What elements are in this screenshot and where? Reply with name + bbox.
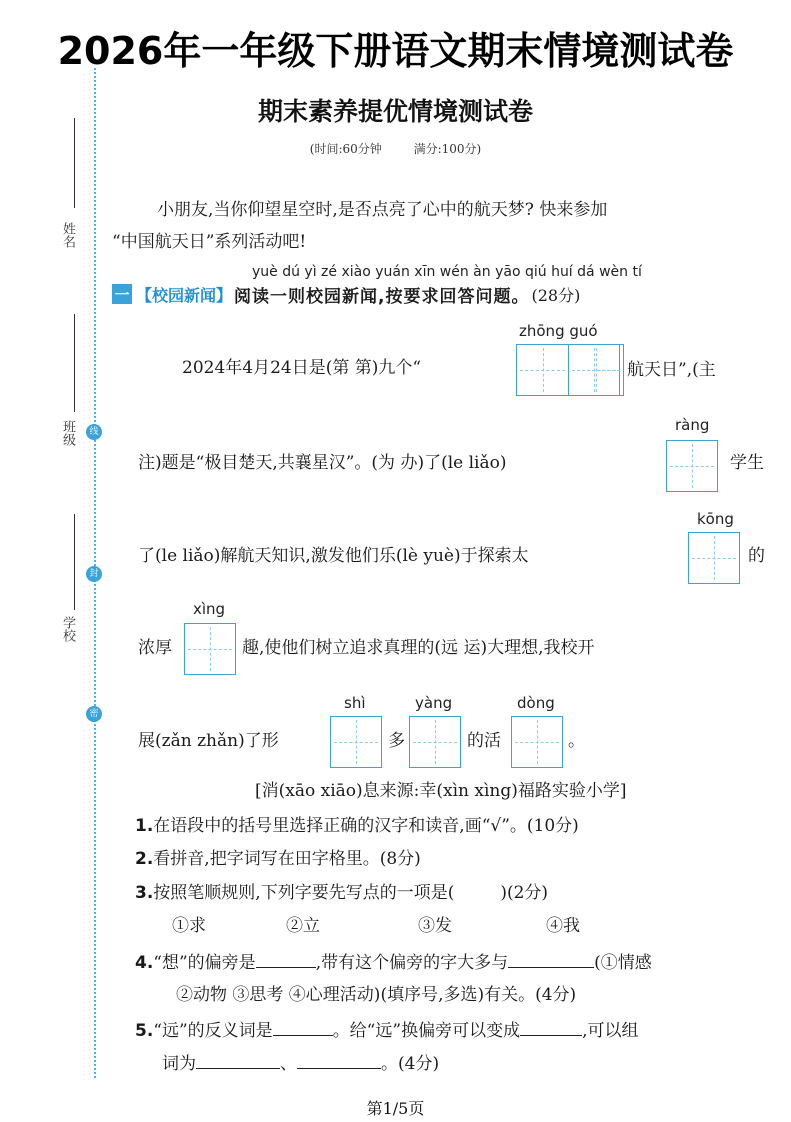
tianzi-grid-zhongguo-2[interactable] [569, 344, 624, 396]
question-5-blank-word-1[interactable] [196, 1054, 280, 1069]
passage-line-3-start: 了(le liǎo)解航天知识,激发他们乐(lè yuè)于探索太 [138, 546, 529, 566]
class-underline [74, 314, 75, 412]
passage-line-2-start: 注)题是“极目楚天,共襄星汉”。(为 办)了(le liǎo) [138, 453, 507, 473]
passage-line-4-start: 浓厚 [138, 638, 172, 658]
question-2 [135, 851, 421, 868]
question-5-line-2-b: 、 [280, 1054, 297, 1074]
name-label: 姓名 [60, 222, 75, 248]
question-1 [135, 818, 579, 835]
school-label: 学校 [60, 616, 75, 642]
tianzi-grid-shi[interactable] [330, 716, 382, 768]
question-3-option-3: ③发 [418, 916, 452, 936]
question-3-text-a: 按照笔顺规则,下列字要先写点的一项是( [153, 883, 455, 903]
pinyin-xing: xìng [193, 600, 226, 618]
section-score: (28分) [531, 285, 581, 305]
intro-line-2: “中国航天日”系列活动吧! [112, 232, 307, 252]
tianzi-grid-yang[interactable] [409, 716, 461, 768]
question-4-blank-meaning[interactable] [508, 953, 594, 968]
question-2-number: 2. [135, 849, 154, 869]
question-5-blank-new-char[interactable] [520, 1021, 582, 1036]
passage-line-5-mid-2: 的活 [467, 731, 501, 751]
exam-time: (时间:60分钟 [309, 142, 382, 156]
question-5-line-2 [162, 1054, 439, 1073]
question-5-text-c: ,可以组 [582, 1021, 639, 1041]
tianzi-grid-xing[interactable] [184, 623, 236, 675]
question-4-text-c: (①情感 [594, 953, 652, 973]
question-3-option-1: ①求 [172, 916, 206, 936]
passage-line-2-end: 学生 [730, 453, 764, 473]
tianzi-grid-dong[interactable] [511, 716, 563, 768]
question-5-line-2-a: 词为 [162, 1054, 196, 1074]
question-5-blank-antonym[interactable] [273, 1021, 333, 1036]
passage-line-5-end: 。 [568, 731, 585, 751]
pinyin-zhongguo: zhōng guó [519, 322, 598, 340]
binding-mark-line: 线 [86, 424, 102, 440]
passage-line-5-start: 展(zǎn zhǎn)了形 [138, 731, 279, 751]
question-5 [135, 1021, 638, 1040]
pinyin-dong: dòng [517, 694, 555, 712]
name-underline [74, 118, 75, 208]
school-underline [74, 514, 75, 610]
question-3-option-2: ②立 [286, 916, 320, 936]
question-5-blank-word-2[interactable] [297, 1054, 381, 1069]
tianzi-grid-kong[interactable] [688, 532, 740, 584]
passage-line-1-end: 航天日”,(主 [627, 360, 716, 380]
section-header [112, 282, 580, 306]
page-number: 第1/5页 [366, 1099, 425, 1118]
news-source: [消(xāo xiāo)息来源:幸(xìn xìng)福路实验小学] [255, 781, 627, 801]
question-5-line-2-c: 。(4分) [381, 1054, 440, 1074]
pinyin-rang: ràng [675, 416, 710, 434]
passage-line-4-end: 趣,使他们树立追求真理的(远 运)大理想,我校开 [242, 638, 595, 658]
exam-info [0, 140, 791, 157]
question-4-text-b: ,带有这个偏旁的字大多与 [315, 953, 509, 973]
section-tag: 【校园新闻】 [136, 285, 233, 305]
question-3-text-b: )(2分) [500, 883, 549, 903]
paper-title: 期末素养提优情境测试卷 [257, 97, 533, 126]
question-4-number: 4. [135, 953, 154, 973]
exam-full-score: 满分:100分) [413, 142, 482, 156]
tianzi-grid-rang[interactable] [666, 440, 718, 492]
section-number-badge: 一 [112, 284, 132, 304]
pinyin-shi: shì [344, 694, 366, 712]
intro-line-1: 小朋友,当你仰望星空时,是否点亮了心中的航天梦? 快来参加 [157, 200, 608, 220]
question-2-text: 看拼音,把字词写在田字格里。(8分) [153, 849, 421, 869]
pinyin-kong: kōng [697, 510, 734, 528]
question-4-text-a: “想”的偏旁是 [153, 953, 256, 973]
question-4 [135, 953, 652, 972]
class-label: 班级 [60, 420, 75, 446]
document-title: 2026年一年级下册语文期末情境测试卷 [57, 29, 734, 73]
question-3 [135, 885, 548, 902]
question-3-option-4: ④我 [546, 916, 580, 936]
question-5-number: 5. [135, 1021, 154, 1041]
question-4-line-2: ②动物 ③思考 ④心理活动)(填序号,多选)有关。(4分) [176, 985, 577, 1005]
question-3-number: 3. [135, 883, 154, 903]
question-1-text: 在语段中的括号里选择正确的汉字和读音,画“√”。(10分) [153, 816, 579, 836]
binding-mark-close: 密 [86, 706, 102, 722]
question-1-number: 1. [135, 816, 154, 836]
passage-line-5-mid-1: 多 [388, 731, 405, 751]
question-5-text-b: 。给“远”换偏旁可以变成 [332, 1021, 521, 1041]
pinyin-yang: yàng [415, 694, 453, 712]
section-instruction-pinyin: yuè dú yì zé xiào yuán xīn wén àn yāo qiú huí dá wèn tí [252, 264, 642, 280]
binding-mark-seal: 封 [86, 566, 102, 582]
question-4-blank-radical[interactable] [256, 953, 316, 968]
passage-line-3-end: 的 [748, 546, 765, 566]
question-5-text-a: “远”的反义词是 [153, 1021, 273, 1041]
section-instruction: 阅读一则校园新闻,按要求回答问题。 [234, 286, 530, 307]
passage-line-1-start: 2024年4月24日是(第 第)九个“ [182, 358, 422, 378]
